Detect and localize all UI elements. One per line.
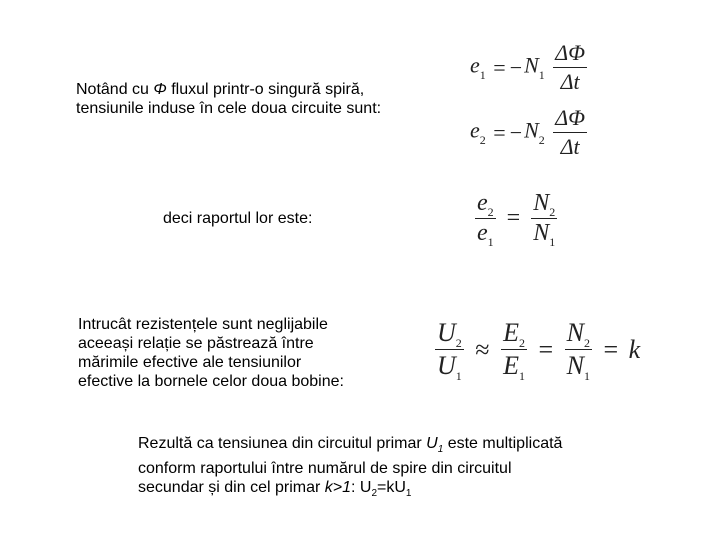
eq4-ed-var: E xyxy=(503,351,519,380)
eq4-en-var: E xyxy=(503,318,519,347)
eq4-equals-2: = xyxy=(603,334,619,364)
conclusion-u1b-sub: 1 xyxy=(405,488,412,500)
eq2-coef-sub: 2 xyxy=(538,132,545,147)
eq1-equals: = xyxy=(493,54,506,80)
eq4-un-var: U xyxy=(437,318,456,347)
eq2-numerator: ΔΦ xyxy=(553,105,587,133)
eq3-right-numerator xyxy=(531,190,557,219)
conclusion-line-2: conform raportului între numărul de spire din circuitul xyxy=(138,460,512,478)
eq4-en-sub: 2 xyxy=(518,336,525,350)
conclusion-u1-sub: 1 xyxy=(437,444,444,456)
conclusion-line3-b: : U xyxy=(351,479,372,497)
eq4-n-numerator xyxy=(565,318,592,350)
eq1-minus: − xyxy=(509,54,523,80)
eq3-left-denominator xyxy=(475,219,496,247)
flux-intro-line-2: tensiunile induse în cele doua circuite sunt: xyxy=(76,100,382,117)
eq1-coef: N xyxy=(524,52,539,78)
eq4-e-fraction xyxy=(501,318,527,381)
eq2-lhs-sub: 2 xyxy=(479,132,486,147)
equation-transformer xyxy=(432,318,642,381)
eq1-numerator: ΔΦ xyxy=(553,40,587,68)
resistance-line: mărimile efective ale tensiunilor xyxy=(78,354,302,371)
conclusion-k-cond: k>1 xyxy=(324,479,351,497)
eq4-ud-sub: 1 xyxy=(455,369,462,383)
resistance-line: aceeași relație se păstrează între xyxy=(78,335,314,352)
eq3-rn-sub: 2 xyxy=(549,205,556,219)
equation-ratio xyxy=(472,190,560,247)
conclusion-text xyxy=(138,434,562,503)
eq4-n-fraction xyxy=(565,318,592,381)
conclusion-line1-a: Rezultă ca tensiunea din circuitul primar xyxy=(138,435,427,452)
eq4-ed-sub: 1 xyxy=(518,369,525,383)
resistance-line: efective la bornele celor doua bobine: xyxy=(78,373,344,390)
eq3-rn-var: N xyxy=(533,190,550,216)
eq4-k: k xyxy=(628,334,641,364)
equation-e2 xyxy=(470,105,590,160)
eq4-u-fraction xyxy=(435,318,464,381)
eq3-left-numerator xyxy=(475,190,496,219)
eq2-minus: − xyxy=(509,119,523,145)
eq3-rd-sub: 1 xyxy=(549,235,556,249)
flux-intro-text xyxy=(76,80,381,118)
eq4-equals-1: = xyxy=(538,334,554,364)
eq1-denominator: Δt xyxy=(560,69,580,94)
eq3-equals: = xyxy=(506,205,521,231)
eq1-lhs: e xyxy=(470,52,480,78)
resistance-text xyxy=(78,315,344,391)
conclusion-line3-a: secundar și din cel primar xyxy=(138,479,325,497)
equation-e1 xyxy=(470,40,590,95)
conclusion-line3-c: =kU xyxy=(377,479,406,497)
eq1-fraction xyxy=(553,40,587,95)
eq1-lhs-sub: 1 xyxy=(479,67,486,82)
eq4-e-denominator xyxy=(501,350,527,381)
eq4-approx: ≈ xyxy=(475,334,490,364)
ratio-intro-text: deci raportul lor este: xyxy=(163,210,313,227)
eq3-rd-var: N xyxy=(533,220,550,246)
eq4-u-numerator xyxy=(435,318,464,350)
flux-intro-part-b: fluxul printr-o singură spiră, xyxy=(166,81,365,98)
eq2-fraction xyxy=(553,105,587,160)
eq2-equals: = xyxy=(493,119,506,145)
eq1-coef-sub: 1 xyxy=(538,67,545,82)
conclusion-line1-b: este multiplicată xyxy=(443,435,563,452)
eq3-right-denominator xyxy=(531,219,557,247)
eq4-u-denominator xyxy=(435,350,464,381)
eq4-nd-sub: 1 xyxy=(583,369,590,383)
conclusion-u1-var: U xyxy=(426,435,438,452)
eq3-right-fraction xyxy=(531,190,557,247)
eq4-nn-var: N xyxy=(566,318,584,347)
eq4-n-denominator xyxy=(565,350,592,381)
eq3-ld-sub: 1 xyxy=(487,235,494,249)
eq3-left-fraction xyxy=(475,190,496,247)
eq4-e-numerator xyxy=(501,318,527,350)
eq4-nn-sub: 2 xyxy=(583,336,590,350)
eq4-nd-var: N xyxy=(566,351,584,380)
resistance-line: Intrucât rezistențele sunt neglijabile xyxy=(78,316,328,333)
conclusion-u2-sub: 2 xyxy=(371,488,378,500)
conclusion-line-1 xyxy=(138,434,562,459)
eq2-lhs: e xyxy=(470,117,480,143)
eq2-denominator: Δt xyxy=(560,134,580,159)
flux-intro-part-a: Notând cu xyxy=(76,81,154,98)
eq3-ln-var: e xyxy=(477,190,488,216)
conclusion-line-3 xyxy=(138,478,562,503)
eq2-coef: N xyxy=(524,117,539,143)
eq4-un-sub: 2 xyxy=(455,336,462,350)
flux-intro-line-1 xyxy=(76,80,381,99)
eq3-ld-var: e xyxy=(477,220,488,246)
eq3-ln-sub: 2 xyxy=(487,205,494,219)
phi-symbol: Φ xyxy=(153,81,167,98)
eq4-ud-var: U xyxy=(437,351,456,380)
